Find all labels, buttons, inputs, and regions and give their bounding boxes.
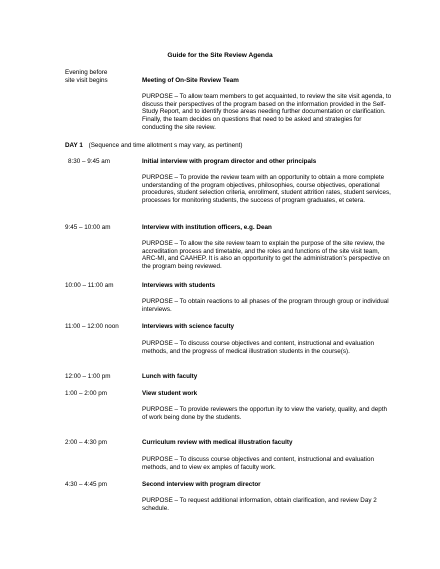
session-heading: Interviews with science faculty <box>142 323 235 330</box>
session-time: 1:00 – 2:00 pm <box>65 390 108 397</box>
session-purpose: PURPOSE – To allow the site review team to explain the purpose of the site review, the accreditation process and timetable, and the roles and functions of the site visit team, ARC-MI, and CAAHEP. It is also an opportunity to get the administration’s perspective on the program being reviewed. <box>142 240 390 271</box>
session-heading: Second interview with program director <box>142 481 261 488</box>
time-evening-line1: Evening before <box>65 69 108 76</box>
session-heading: Curriculum review with medical illustration faculty <box>142 439 293 446</box>
session-time: 9:45 – 10:00 am <box>65 224 111 231</box>
day1-label: DAY 1 <box>65 142 83 149</box>
heading-evening: Meeting of On-Site Review Team <box>142 77 239 84</box>
session-heading: View student work <box>142 390 198 397</box>
session-time: 10:00 – 11:00 am <box>65 282 114 289</box>
session-purpose: PURPOSE – To obtain reactions to all phases of the program through group or individual interviews. <box>142 298 389 313</box>
purpose-evening: PURPOSE – To allow team members to get acquainted, to review the site visit agenda, to discuss their perspectives of the program based on the information provided in the Self-Study Report, and to identify those areas needing further documentation or clarification. Finally, the team decides on questions that need to be asked and strategies for conducting the site review. <box>142 93 392 131</box>
session-purpose: PURPOSE – To request additional information, obtain clarification, and review Day 2 schedule. <box>142 497 377 512</box>
session-time: 4:30 – 4:45 pm <box>65 481 108 488</box>
session-heading: Initial interview with program director and other principals <box>142 158 317 165</box>
time-evening-line2: site visit begins <box>65 77 108 84</box>
session-purpose: PURPOSE – To provide the review team with an opportunity to obtain a more complete understanding of the program objectives, philosophies, course objectives, operational procedures, student selection criteria, enrollment, student attrition rates, student services, processes for monitoring students, the success of program graduates, et cetera. <box>142 174 391 205</box>
session-heading: Lunch with faculty <box>142 373 198 380</box>
session-time: 12:00 – 1:00 pm <box>65 373 111 380</box>
day1-line <box>65 142 243 150</box>
day1-note: (Sequence and time allotment s may vary, as pertinent) <box>88 142 243 149</box>
session-time: 8:30 – 9:45 am <box>68 158 111 165</box>
page-title: Guide for the Site Review Agenda <box>167 52 273 59</box>
session-purpose: PURPOSE – To discuss course objectives and content, instructional and evaluation methods, and to view ex amples of faculty work. <box>142 456 374 471</box>
session-time: 11:00 – 12:00 noon <box>65 323 119 330</box>
session-purpose: PURPOSE – To provide reviewers the opportun ity to view the variety, quality, and depth of work being done by the students. <box>142 406 388 421</box>
session-heading: Interview with institution officers, e.g. Dean <box>142 224 272 231</box>
session-purpose: PURPOSE – To discuss course objectives and content, instructional and evaluation methods, and the progress of medical illustration students in the course(s). <box>142 340 374 355</box>
session-heading: Interviews with students <box>142 282 216 289</box>
session-time: 2:00 – 4:30 pm <box>65 439 108 446</box>
